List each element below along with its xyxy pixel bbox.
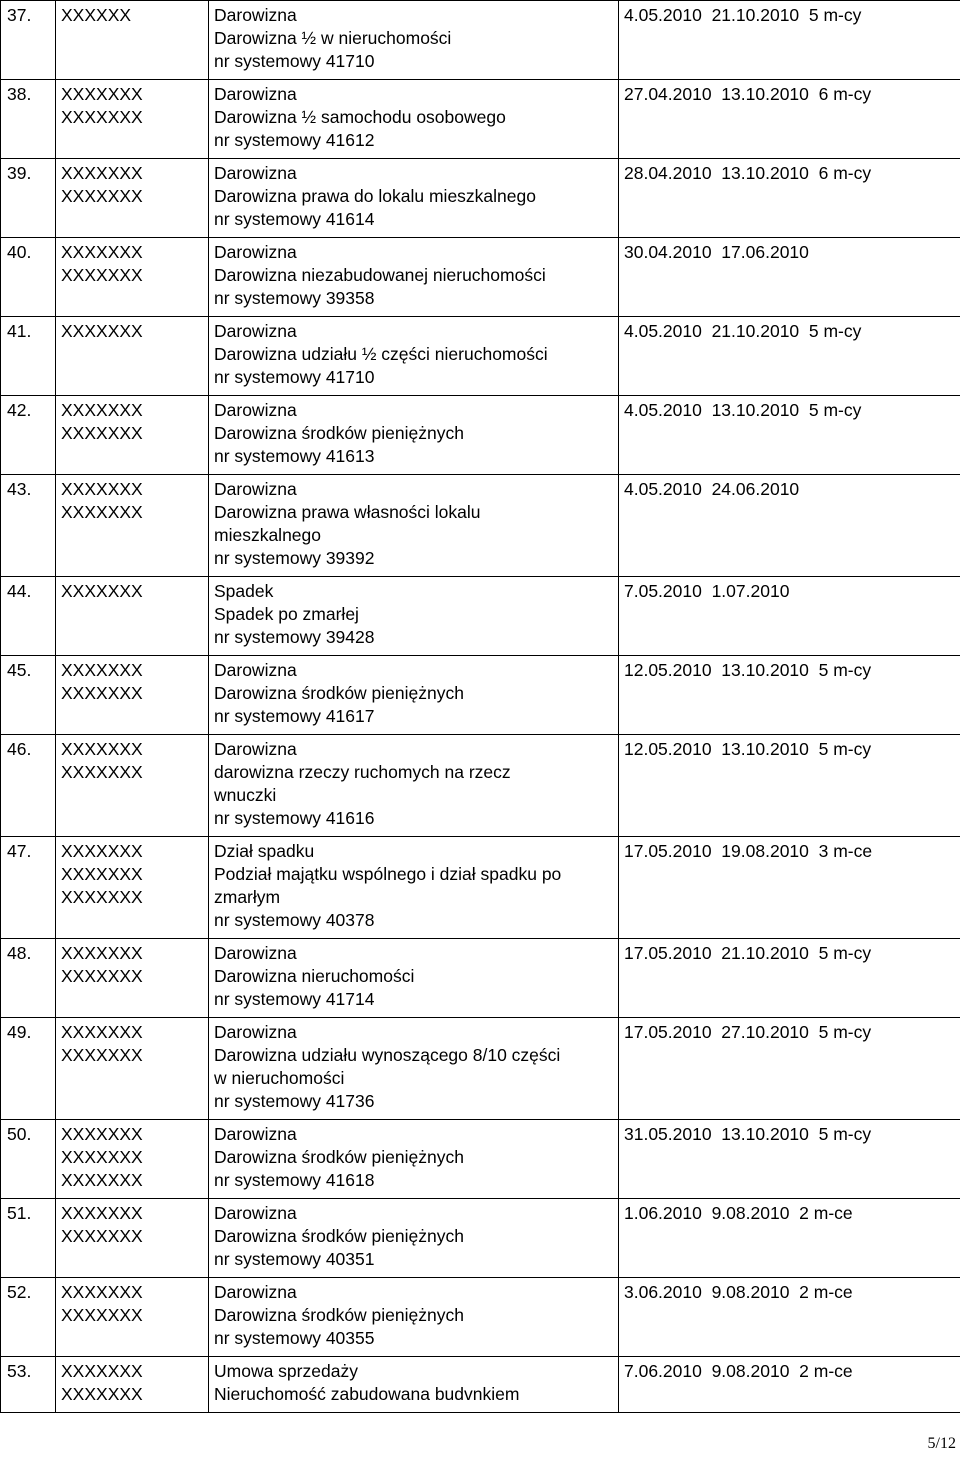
dates-cell: 4.05.2010 13.10.2010 5 m-cy xyxy=(619,396,960,475)
person-name-redacted: XXXXXX xyxy=(61,5,132,25)
dates-cell: 3.06.2010 9.08.2010 2 m-ce xyxy=(619,1278,960,1357)
table-row xyxy=(1,238,960,317)
entry-number: 45. xyxy=(1,656,56,735)
persons-cell xyxy=(56,735,209,837)
description-cell xyxy=(209,656,619,735)
description-line: nr systemowy 41618 xyxy=(214,1170,375,1190)
person-name-redacted: XXXXXXX xyxy=(61,502,143,522)
description-line: nr systemowy 41613 xyxy=(214,446,375,466)
description-line: nr systemowy 41614 xyxy=(214,209,375,229)
table-row xyxy=(1,317,960,396)
dates-cell: 12.05.2010 13.10.2010 5 m-cy xyxy=(619,656,960,735)
description-line: nr systemowy 41736 xyxy=(214,1091,375,1111)
description-line: nr systemowy 41714 xyxy=(214,989,375,1009)
table-row xyxy=(1,1278,960,1357)
description-line: Darowizna xyxy=(214,163,297,183)
description-line: Darowizna środków pieniężnych xyxy=(214,1226,464,1246)
person-name-redacted: XXXXXXX xyxy=(61,1203,143,1223)
description-line: Podział majątku wspólnego i dział spadku po xyxy=(214,864,562,884)
table-row xyxy=(1,735,960,837)
description-line: nr systemowy 41710 xyxy=(214,51,375,71)
description-line: Darowizna nieruchomości xyxy=(214,966,415,986)
person-name-redacted: XXXXXXX xyxy=(61,186,143,206)
table-row xyxy=(1,837,960,939)
description-cell xyxy=(209,939,619,1018)
description-cell xyxy=(209,1,619,80)
entry-number: 41. xyxy=(1,317,56,396)
description-line: Darowizna ½ w nieruchomości xyxy=(214,28,452,48)
entry-number: 40. xyxy=(1,238,56,317)
description-line: Darowizna xyxy=(214,242,297,262)
person-name-redacted: XXXXXXX xyxy=(61,163,143,183)
description-line: Darowizna xyxy=(214,1203,297,1223)
person-name-redacted: XXXXXXX xyxy=(61,1045,143,1065)
persons-cell xyxy=(56,656,209,735)
description-line: zmarłym xyxy=(214,887,281,907)
person-name-redacted: XXXXXXX xyxy=(61,1147,143,1167)
persons-cell xyxy=(56,80,209,159)
description-line: Darowizna xyxy=(214,943,297,963)
table-row xyxy=(1,577,960,656)
description-line: Nieruchomość zabudowana budvnkiem xyxy=(214,1384,520,1404)
person-name-redacted: XXXXXXX xyxy=(61,683,143,703)
persons-cell xyxy=(56,1357,209,1413)
persons-cell xyxy=(56,1018,209,1120)
description-line: Darowizna xyxy=(214,739,297,759)
description-line: Darowizna środków pieniężnych xyxy=(214,683,464,703)
table-row xyxy=(1,1120,960,1199)
description-line: nr systemowy 40351 xyxy=(214,1249,375,1269)
description-line: nr systemowy 40355 xyxy=(214,1328,375,1348)
person-name-redacted: XXXXXXX xyxy=(61,1384,143,1404)
entry-number: 47. xyxy=(1,837,56,939)
dates-cell: 28.04.2010 13.10.2010 6 m-cy xyxy=(619,159,960,238)
person-name-redacted: XXXXXXX xyxy=(61,1282,143,1302)
description-cell xyxy=(209,317,619,396)
description-line: wnuczki xyxy=(214,785,277,805)
description-line: Darowizna xyxy=(214,479,297,499)
dates-cell: 17.05.2010 19.08.2010 3 m-ce xyxy=(619,837,960,939)
dates-cell: 4.05.2010 24.06.2010 xyxy=(619,475,960,577)
entry-number: 44. xyxy=(1,577,56,656)
person-name-redacted: XXXXXXX xyxy=(61,423,143,443)
description-line: Darowizna środków pieniężnych xyxy=(214,1305,464,1325)
person-name-redacted: XXXXXXX xyxy=(61,966,143,986)
persons-cell xyxy=(56,1199,209,1278)
persons-cell xyxy=(56,317,209,396)
description-line: darowizna rzeczy ruchomych na rzecz xyxy=(214,762,511,782)
table-row xyxy=(1,939,960,1018)
dates-cell: 1.06.2010 9.08.2010 2 m-ce xyxy=(619,1199,960,1278)
description-line: Darowizna udziału wynoszącego 8/10 części xyxy=(214,1045,561,1065)
description-cell xyxy=(209,735,619,837)
description-cell xyxy=(209,80,619,159)
entry-number: 37. xyxy=(1,1,56,80)
description-line: Darowizna xyxy=(214,5,297,25)
persons-cell xyxy=(56,238,209,317)
description-cell xyxy=(209,577,619,656)
description-line: Darowizna prawa własności lokalu xyxy=(214,502,481,522)
person-name-redacted: XXXXXXX xyxy=(61,1170,143,1190)
description-cell xyxy=(209,1120,619,1199)
person-name-redacted: XXXXXXX xyxy=(61,581,143,601)
description-cell xyxy=(209,1199,619,1278)
entry-number: 51. xyxy=(1,1199,56,1278)
persons-cell xyxy=(56,1120,209,1199)
person-name-redacted: XXXXXXX xyxy=(61,242,143,262)
description-line: nr systemowy 41617 xyxy=(214,706,375,726)
description-line: Spadek po zmarłej xyxy=(214,604,359,624)
persons-cell xyxy=(56,159,209,238)
dates-cell: 4.05.2010 21.10.2010 5 m-cy xyxy=(619,317,960,396)
person-name-redacted: XXXXXXX xyxy=(61,841,143,861)
table-row xyxy=(1,159,960,238)
person-name-redacted: XXXXXXX xyxy=(61,1022,143,1042)
table-row xyxy=(1,396,960,475)
persons-cell xyxy=(56,577,209,656)
person-name-redacted: XXXXXXX xyxy=(61,887,143,907)
persons-cell xyxy=(56,1278,209,1357)
description-cell xyxy=(209,1278,619,1357)
person-name-redacted: XXXXXXX xyxy=(61,1361,143,1381)
description-cell xyxy=(209,238,619,317)
persons-cell xyxy=(56,475,209,577)
description-line: Darowizna xyxy=(214,84,297,104)
person-name-redacted: XXXXXXX xyxy=(61,660,143,680)
table-row xyxy=(1,656,960,735)
description-line: nr systemowy 40378 xyxy=(214,910,375,930)
description-line: nr systemowy 39428 xyxy=(214,627,375,647)
description-line: Darowizna xyxy=(214,1022,297,1042)
dates-cell: 12.05.2010 13.10.2010 5 m-cy xyxy=(619,735,960,837)
person-name-redacted: XXXXXXX xyxy=(61,762,143,782)
description-line: Dział spadku xyxy=(214,841,315,861)
entry-number: 49. xyxy=(1,1018,56,1120)
entry-number: 53. xyxy=(1,1357,56,1413)
persons-cell xyxy=(56,1,209,80)
description-cell xyxy=(209,1018,619,1120)
description-line: Darowizna xyxy=(214,321,297,341)
table-row xyxy=(1,1018,960,1120)
person-name-redacted: XXXXXXX xyxy=(61,400,143,420)
person-name-redacted: XXXXXXX xyxy=(61,84,143,104)
description-line: Darowizna xyxy=(214,1282,297,1302)
entry-number: 48. xyxy=(1,939,56,1018)
table-row xyxy=(1,80,960,159)
entry-number: 42. xyxy=(1,396,56,475)
description-line: Spadek xyxy=(214,581,274,601)
persons-cell xyxy=(56,396,209,475)
person-name-redacted: XXXXXXX xyxy=(61,321,143,341)
persons-cell xyxy=(56,939,209,1018)
dates-cell: 27.04.2010 13.10.2010 6 m-cy xyxy=(619,80,960,159)
description-line: nr systemowy 39392 xyxy=(214,548,375,568)
description-line: Darowizna xyxy=(214,1124,297,1144)
entry-number: 46. xyxy=(1,735,56,837)
description-cell xyxy=(209,475,619,577)
dates-cell: 7.05.2010 1.07.2010 xyxy=(619,577,960,656)
description-line: mieszkalnego xyxy=(214,525,321,545)
persons-cell xyxy=(56,837,209,939)
dates-cell: 17.05.2010 27.10.2010 5 m-cy xyxy=(619,1018,960,1120)
description-cell xyxy=(209,837,619,939)
person-name-redacted: XXXXXXX xyxy=(61,479,143,499)
table-body xyxy=(1,1,960,1413)
description-line: Darowizna środków pieniężnych xyxy=(214,1147,464,1167)
description-line: Darowizna ½ samochodu osobowego xyxy=(214,107,506,127)
description-line: w nieruchomości xyxy=(214,1068,345,1088)
description-line: nr systemowy 41710 xyxy=(214,367,375,387)
dates-cell: 17.05.2010 21.10.2010 5 m-cy xyxy=(619,939,960,1018)
person-name-redacted: XXXXXXX xyxy=(61,265,143,285)
description-cell xyxy=(209,159,619,238)
description-line: nr systemowy 39358 xyxy=(214,288,375,308)
description-line: Darowizna niezabudowanej nieruchomości xyxy=(214,265,546,285)
entry-number: 50. xyxy=(1,1120,56,1199)
person-name-redacted: XXXXXXX xyxy=(61,1305,143,1325)
entry-number: 38. xyxy=(1,80,56,159)
table-row xyxy=(1,1357,960,1413)
description-line: Darowizna udziału ½ części nieruchomości xyxy=(214,344,548,364)
entry-number: 52. xyxy=(1,1278,56,1357)
description-line: nr systemowy 41616 xyxy=(214,808,375,828)
description-cell xyxy=(209,396,619,475)
description-line: Darowizna xyxy=(214,400,297,420)
person-name-redacted: XXXXXXX xyxy=(61,1124,143,1144)
dates-cell: 31.05.2010 13.10.2010 5 m-cy xyxy=(619,1120,960,1199)
dates-cell: 4.05.2010 21.10.2010 5 m-cy xyxy=(619,1,960,80)
dates-cell: 30.04.2010 17.06.2010 xyxy=(619,238,960,317)
description-line: Darowizna środków pieniężnych xyxy=(214,423,464,443)
entry-number: 39. xyxy=(1,159,56,238)
person-name-redacted: XXXXXXX xyxy=(61,1226,143,1246)
table-row xyxy=(1,1,960,80)
person-name-redacted: XXXXXXX xyxy=(61,107,143,127)
description-line: nr systemowy 41612 xyxy=(214,130,375,150)
dates-cell: 7.06.2010 9.08.2010 2 m-ce xyxy=(619,1357,960,1413)
person-name-redacted: XXXXXXX xyxy=(61,864,143,884)
person-name-redacted: XXXXXXX xyxy=(61,739,143,759)
table-row xyxy=(1,475,960,577)
page-number: 5/12 xyxy=(927,1435,956,1452)
entry-number: 43. xyxy=(1,475,56,577)
description-line: Darowizna xyxy=(214,660,297,680)
description-cell xyxy=(209,1357,619,1413)
description-line: Umowa sprzedaży xyxy=(214,1361,358,1381)
person-name-redacted: XXXXXXX xyxy=(61,943,143,963)
description-line: Darowizna prawa do lokalu mieszkalnego xyxy=(214,186,536,206)
table-row xyxy=(1,1199,960,1278)
